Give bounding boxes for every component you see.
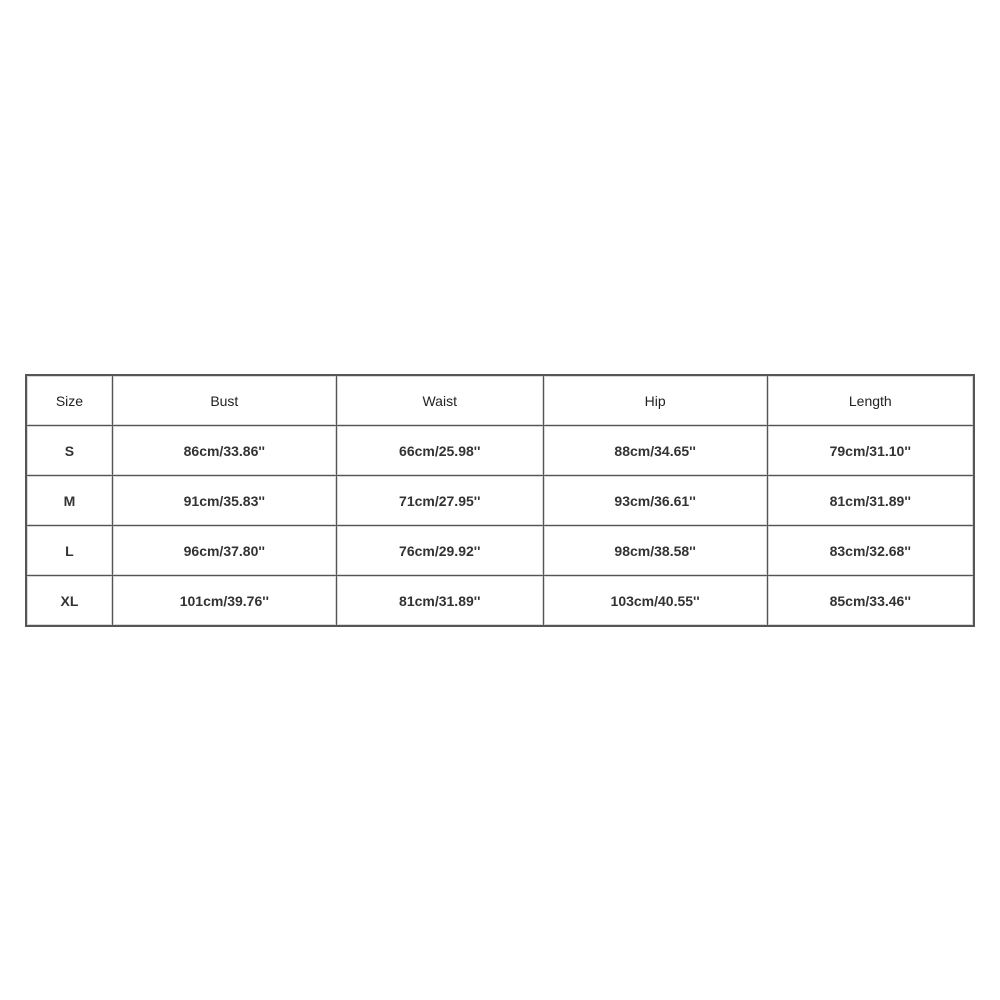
size-cell: M (26, 476, 112, 526)
bust-cell: 96cm/37.80'' (112, 526, 336, 576)
size-cell: L (26, 526, 112, 576)
size-cell: S (26, 426, 112, 476)
bust-cell: 91cm/35.83'' (112, 476, 336, 526)
waist-cell: 76cm/29.92'' (336, 526, 543, 576)
hip-cell: 93cm/36.61'' (543, 476, 767, 526)
header-bust: Bust (112, 375, 336, 426)
header-size: Size (26, 375, 112, 426)
table-row (26, 426, 974, 476)
waist-cell: 71cm/27.95'' (336, 476, 543, 526)
hip-cell: 88cm/34.65'' (543, 426, 767, 476)
table-row (26, 576, 974, 627)
table-header-row (26, 375, 974, 426)
hip-cell: 103cm/40.55'' (543, 576, 767, 627)
length-cell: 79cm/31.10'' (767, 426, 974, 476)
header-hip: Hip (543, 375, 767, 426)
hip-cell: 98cm/38.58'' (543, 526, 767, 576)
waist-cell: 66cm/25.98'' (336, 426, 543, 476)
length-cell: 81cm/31.89'' (767, 476, 974, 526)
header-length: Length (767, 375, 974, 426)
size-cell: XL (26, 576, 112, 627)
length-cell: 85cm/33.46'' (767, 576, 974, 627)
length-cell: 83cm/32.68'' (767, 526, 974, 576)
table-row (26, 526, 974, 576)
header-waist: Waist (336, 375, 543, 426)
waist-cell: 81cm/31.89'' (336, 576, 543, 627)
bust-cell: 86cm/33.86'' (112, 426, 336, 476)
size-chart-table (25, 374, 975, 627)
table-row (26, 476, 974, 526)
bust-cell: 101cm/39.76'' (112, 576, 336, 627)
